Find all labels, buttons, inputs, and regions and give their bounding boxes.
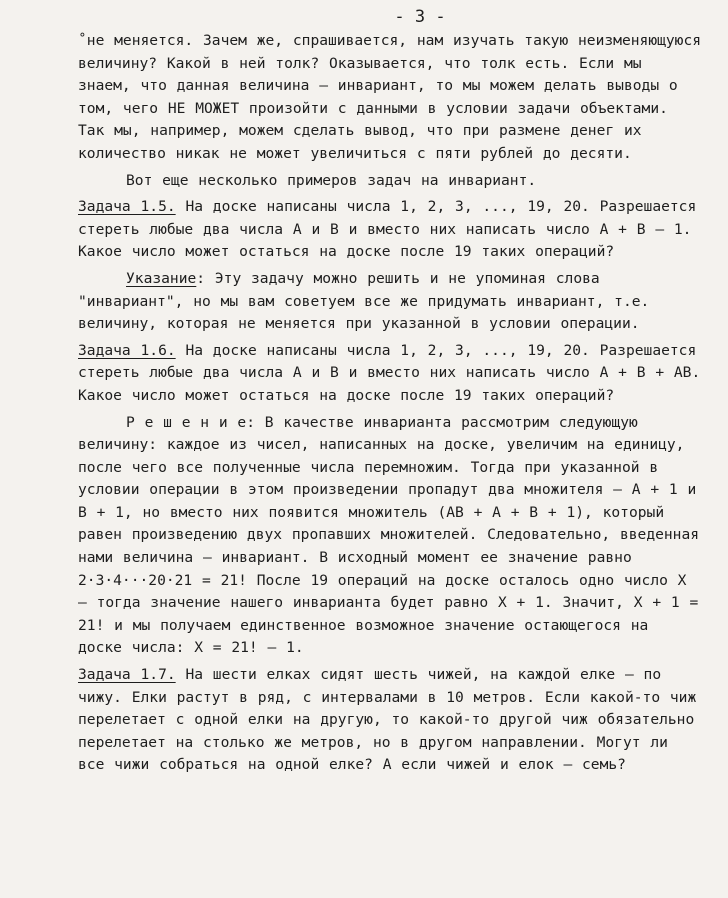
task-1-6: [78, 340, 702, 408]
task-1-6-text: На доске написаны числа 1, 2, 3, ..., 19, 20. Разрешается стереть любые два числа A и B и вместо них написать число A + B + AB. Какое число может остаться на доске после 19 таких операций?: [78, 341, 701, 404]
solution: [78, 412, 702, 661]
paragraph-examples: Вот еще несколько примеров задач на инвариант.: [126, 171, 537, 189]
paragraph-intro: ˚не меняется. Зачем же, спрашивается, нам изучать такую неизменяющуюся величину? Какой в ней толк? Оказывается, что толк есть. Если мы знаем, что данная величина – инвариант, то мы можем делать выводы о том, чего НЕ МОЖЕТ произойти с данными в условии задачи объектами. Так мы, например, можем сделать вывод, что при размене денег их количество никак не может увеличиться с пяти рублей до десяти.: [78, 32, 702, 162]
task-1-5-text: На доске написаны числа 1, 2, 3, ..., 19, 20. Разрешается стереть любые два числа A и B и вместо них написать число A + B – 1. Какое число может остаться на доске после 19 таких операций?: [78, 198, 697, 261]
task-1-7-label: Задача 1.7.: [78, 666, 176, 684]
hint-label: Указание: [126, 269, 197, 287]
solution-label: Р е ш е н и е: [126, 413, 247, 431]
solution-text: : В качестве инварианта рассмотрим следующую величину: каждое из чисел, написанных на доске, увеличим на единицу, после чего все полученные числа перемножим. Тогда при указанной в условии операции в этом произведении пропадут два множителя – A + 1 и B + 1, но вместо них появится множитель (AB + A + B + 1), который равен произведению двух пропавших множителей. Следовательно, введенная нами величина – инвариант. В исходный момент ее значение равно 2·3·4···20·21 = 21! После 19 операций на доске осталось одно число X – тогда значение нашего инварианта будет равно X + 1. Значит, X + 1 = 21! и мы получаем единственное возможное значение остающегося на доске числа: X = 21! – 1.: [78, 413, 700, 657]
task-1-7: [78, 664, 702, 777]
hint-text: : Эту задачу можно решить и не упоминая слова "инвариант", но мы вам советуем все же придумать инвариант, т.е. величину, которая не меняется при указанной в условии операции.: [78, 269, 650, 333]
task-1-5: [78, 196, 702, 264]
page-number: - 3 -: [394, 7, 446, 27]
task-1-6-label: Задача 1.6.: [78, 341, 176, 359]
task-1-7-text: На шести елках сидят шесть чижей, на каждой елке – по чижу. Елки растут в ряд, с интервалами в 10 метров. Если какой-то чиж перелетает с одной елки на другую, то какой-то другой чиж обязательно перелетает на столько же метров, но в другом направлении. Могут ли все чижи собраться на одной елке? А если чижей и елок – семь?: [78, 666, 697, 774]
task-1-5-label: Задача 1.5.: [78, 198, 176, 216]
hint: [78, 268, 702, 336]
